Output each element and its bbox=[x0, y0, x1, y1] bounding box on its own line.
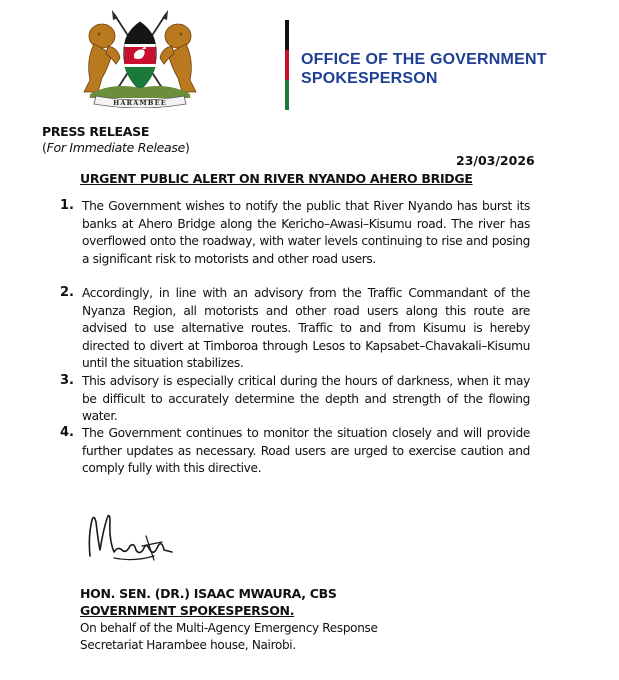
release-subject: URGENT PUBLIC ALERT ON RIVER NYANDO AHERO BRIDGE bbox=[80, 171, 473, 186]
item-text: The Government wishes to notify the public that River Nyando has burst its banks at Ahero Bridge along the Kericho–Awasi–Kisumu road. The river has overflowed onto the roadway, with water levels continuing to rise and posing a significant risk to motorists and other road users. bbox=[82, 199, 530, 266]
item-text: This advisory is especially critical during the hours of darkness, when it may be difficult to accurately determine the depth and strength of the flowing water. bbox=[82, 374, 530, 423]
press-release-label: PRESS RELEASE bbox=[42, 124, 150, 139]
release-note-text: For Immediate Release bbox=[46, 140, 185, 155]
signatory-line-2: Secretariat Harambee house, Nairobi. bbox=[80, 638, 296, 652]
item-number: 4. bbox=[60, 425, 74, 440]
release-note: (For Immediate Release) bbox=[42, 140, 190, 155]
svg-text:HARAMBEE: HARAMBEE bbox=[113, 99, 167, 107]
office-title-line1: OFFICE OF THE GOVERNMENT bbox=[301, 51, 547, 68]
coat-of-arms-icon bbox=[72, 8, 208, 108]
release-date: 23/03/2026 bbox=[456, 153, 535, 168]
item-text: Accordingly, in line with an advisory from the Traffic Commandant of the Nyanza Region, all motorists and other road users along this route are advised to use alternative routes. Traffic to and from Kisumu is hereby directed to divert at Timboroa through Lesos to Kapsabet–Chavakali–Kisumu until the situation stabilizes. bbox=[82, 286, 530, 370]
signatory-name: HON. SEN. (DR.) ISAAC MWAURA, CBS bbox=[80, 586, 337, 601]
item-text: The Government continues to monitor the situation closely and will provide further updates as necessary. Road users are urged to exercise caution and comply fully with this directive. bbox=[82, 426, 530, 475]
item-number: 1. bbox=[60, 198, 74, 213]
office-title bbox=[301, 50, 547, 88]
signatory-title: GOVERNMENT SPOKESPERSON. bbox=[80, 603, 295, 618]
item-number: 3. bbox=[60, 373, 74, 388]
flag-color-bar bbox=[285, 20, 289, 110]
item-number: 2. bbox=[60, 285, 74, 300]
signatory-line-1: On behalf of the Multi-Agency Emergency Response bbox=[80, 621, 378, 635]
office-title-line2: SPOKESPERSON bbox=[301, 70, 438, 87]
signature-icon bbox=[84, 506, 180, 568]
letterhead bbox=[72, 8, 547, 108]
